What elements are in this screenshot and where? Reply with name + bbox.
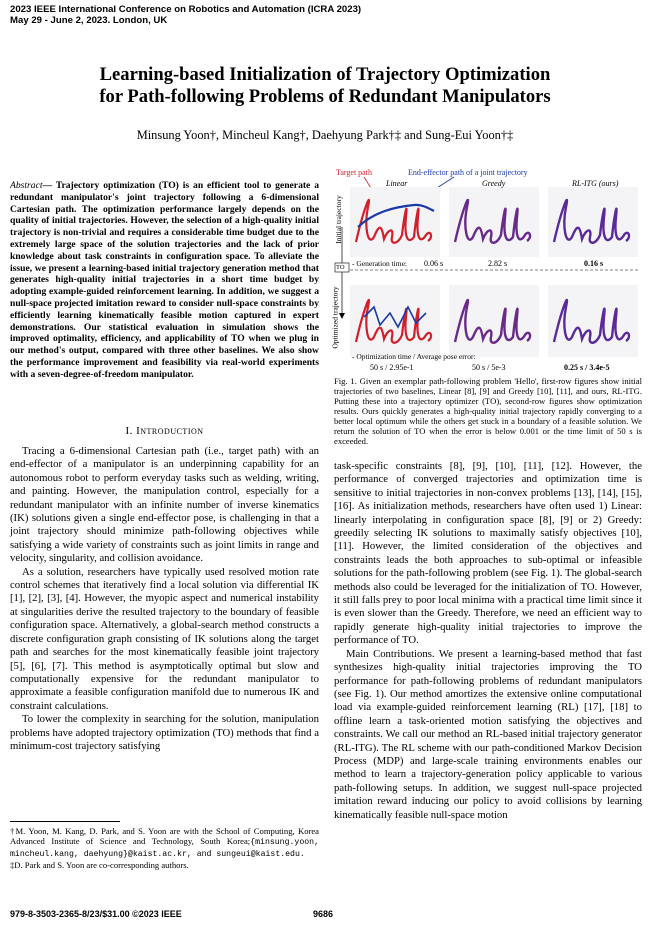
- legend-target-path: Target path: [336, 168, 372, 177]
- panel-rlitg-initial: [548, 187, 638, 257]
- figure-1: [330, 167, 642, 375]
- paragraph: Main Contributions. We present a learning-based method that fast synthesizes high-quality initial trajectories improving the TO performance for path-following problems of redundant manipulators (see Fig. 1). Our method amortizes the extensive online computational load via example-guided reinforcement learning (RL) [17], [18] to offline learn a task-oriented motion satisfying the objectives and constraints. We call our method an RL-based initial trajectory generator (RL-ITG). The RL scheme with our path-conditioned Markov Decision Process (MDP) and large-scale training environments enables our method to learn a trajectory-generation policy applicable to various path-following setups. In addition, we suggest null-space projected imitation reward inducing our policy to avoid collisions by learning kinematically feasible null-space motion: [334, 647, 642, 821]
- abstract-label: Abstract: [10, 180, 43, 191]
- optimization-greedy: 50 s / 5e-3: [472, 363, 506, 372]
- optimization-linear: 50 s / 2.95e-1: [370, 363, 414, 372]
- column-label-linear: Linear: [386, 179, 408, 188]
- panel-linear-initial: [350, 187, 440, 257]
- row-label-optimized: Optimized trajectory: [330, 286, 340, 349]
- footnote-divider: [10, 821, 120, 822]
- footnote-corresponding: ‡D. Park and S. Yoon are co-corresponding authors.: [10, 860, 189, 870]
- conference-header: [10, 4, 361, 26]
- footnote-emails: {minsung.yoon, mincheul.kang, daehyung}@kaist.ac.kr, and sungeui@kaist.edu.: [10, 838, 319, 859]
- footnote: [10, 826, 319, 870]
- to-label: TO: [336, 264, 345, 271]
- panel-greedy-optimized: [449, 285, 539, 357]
- right-column-body: [334, 460, 642, 822]
- paper-title: [0, 64, 650, 108]
- generation-time-linear: 0.06 s: [424, 259, 444, 268]
- footnote-affiliation: †M. Yoon, M. Kang, D. Park, and S. Yoon are with the School of Computing, Korea Advanced Institute of Science and Technology, South Korea;: [10, 826, 319, 846]
- to-arrow-head: [339, 313, 345, 319]
- title-line-2: for Path-following Problems of Redundant Manipulators: [99, 86, 551, 107]
- optimization-label: - Optimization time / Average pose error:: [352, 352, 476, 361]
- column-label-greedy: Greedy: [482, 179, 506, 188]
- optimization-rlitg: 0.25 s / 3.4e-5: [564, 363, 610, 372]
- paragraph: As a solution, researchers have typically used resolved motion rate control schemes that iteratively find a local solution via differential IK [1], [2], [3], [4]. However, the myopic aspect and numerical instability at singularities derive the resulted trajectory to the boundary of feasible configuration space. Alternatively, a global-search method constructs a discrete configuration graph consisting of IK solutions along the target path and searches for the most kinematically feasible joint trajectory [5], [6], [7]. This method is asymptotically optimal but slow and computationally expensive for the redundant manipulator to approximate a feasible configuration manifold due to numerous IK and constraint calculations.: [10, 565, 319, 712]
- panel-rlitg-optimized: [548, 285, 638, 357]
- generation-time-label: - Generation time:: [352, 259, 407, 268]
- abstract-text: — Trajectory optimization (TO) is an efficient tool to generate a redundant manipulator's joint trajectory following a 6-dimensional Cartesian path. The optimization performance largely depends on the quality of initial trajectories. However, the selection of a high-quality initial trajectory is non-trivial and requires a considerable time budget due to the extremely large space of the solution trajectories and the lack of prior knowledge about task constraints in configuration space. To alleviate the issue, we present a learning-based initial trajectory generation method that generates high-quality initial trajectories in a short time budget by adopting example-guided reinforcement learning. In addition, we suggest a null-space projected imitation reward to consider null-space constraints by efficiently learning kinematically feasible motion captured in expert demonstrations. Our statistical evaluation in simulation shows the improved optimality, efficiency, and applicability of TO when we plug in our method's output, compared with three other baselines. We also show the performance improvement and feasibility via real-world experiments with a seven-degree-of-freedom manipulator.: [10, 180, 319, 380]
- abstract: [10, 180, 319, 381]
- title-line-1: Learning-based Initialization of Trajectory Optimization: [99, 64, 551, 85]
- column-label-rlitg: RL-ITG (ours): [572, 179, 619, 188]
- paragraph: To lower the complexity in searching for the solution, manipulation problems have adopted trajectory optimization (TO) methods that find a minimum-cost trajectory satisfying: [10, 713, 319, 752]
- footer-isbn: 979-8-3503-2365-8/23/$31.00 ©2023 IEEE: [10, 909, 182, 919]
- left-column-body: [10, 445, 319, 753]
- section-heading-introduction: I. Introduction: [125, 425, 204, 437]
- paragraph: task-specific constraints [8], [9], [10], [11], [12]. However, the performance of converged trajectories and optimization time is sensitive to initial trajectories in non-convex problems [13], [14], [15], [16]. As initialization methods, researchers have often used 1) Linear: linearly interpolating in configuration space [8], [9] or 2) Greedy: greedily selecting IK solutions to maximally satisfy objectives [10], [11]. However, the limited consideration of the objectives and constraints leads the both approaches to sub-optimal or infeasible solutions for the path-following problem (see Fig. 1). The global-search methods also could be leveraged for the initialization of TO. However, it still falls prey to poor local minima with a practical time limit since it is even slower than the Greedy. Therefore, we need an efficient way to rapidly generate high-quality initial trajectories to improve the performance of TO.: [334, 460, 642, 647]
- panel-linear-optimized: [350, 285, 440, 357]
- generation-time-rlitg: 0.16 s: [584, 259, 604, 268]
- conference-date: May 29 - June 2, 2023. London, UK: [10, 15, 168, 26]
- legend-ee-path: End-effector path of a joint trajectory: [408, 168, 528, 177]
- page-number: 9686: [313, 909, 334, 919]
- authors: Minsung Yoon†, Mincheul Kang†, Daehyung Park†‡ and Sung-Eui Yoon†‡: [136, 128, 514, 142]
- conference-name: 2023 IEEE International Conference on Robotics and Automation (ICRA 2023): [10, 4, 362, 15]
- row-label-initial: Initial trajectory: [333, 195, 343, 244]
- figure-1-caption: Fig. 1. Given an exemplar path-following problem 'Hello', first-row figures show initial trajectories of two baselines, Linear [8], [9] and Greedy [10], [11], and ours, RL-ITG. Putting these into a trajectory optimizer (TO), second-row figures show optimization results. Ours quickly generates a high-quality initial trajectory rapidly converging to a better local optimum while the others get stuck in a boundary of a feasible solution. We return the solution of TO when the error is below 0.001 or the time limit of 50 s is exceeded.: [334, 376, 642, 446]
- figure-1-graphic: [334, 167, 642, 375]
- panel-greedy-initial: [449, 187, 539, 257]
- generation-time-greedy: 2.82 s: [488, 259, 508, 268]
- paragraph: Tracing a 6-dimensional Cartesian path (i.e., target path) with an end-effector of a manipulator is an underpinning capability for an autonomous robot to perform everyday tasks such as welding, writing, and painting. However, the manipulation control, especially for a redundant manipulator with an infinite number of inverse kinematics (IK) solutions given a single end-effector pose, is challenging in that a joint trajectory should minimize path-following objectives while satisfying a wide variety of constraints such as joint limits in range and velocity, singularity, and collision avoidance.: [10, 445, 319, 565]
